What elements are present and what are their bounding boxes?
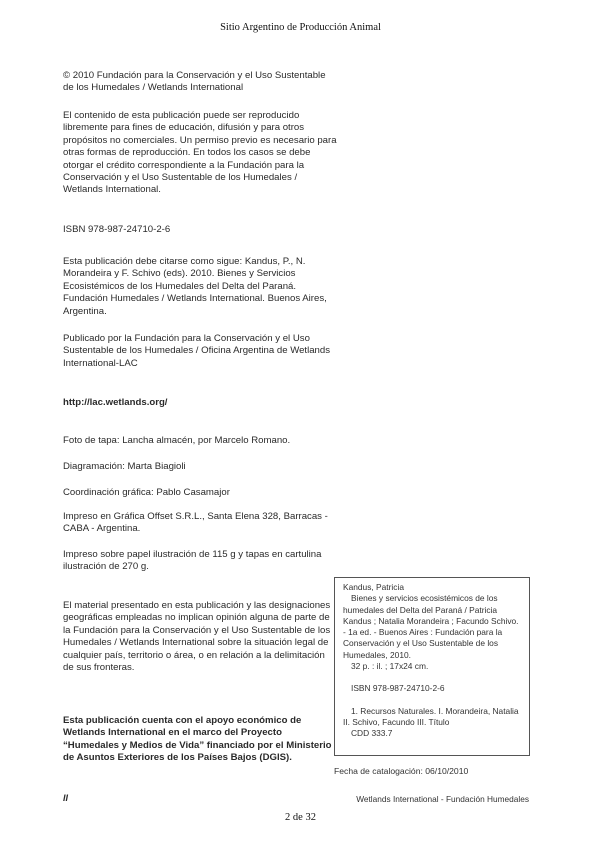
catalog-card: [334, 577, 530, 756]
graphic-coordination-credit: Coordinación gráfica: Pablo Casamajor: [63, 487, 230, 498]
catalog-author: Kandus, Patricia: [343, 582, 404, 592]
catalog-title: Bienes y servicios ecosistémicos de los humedales del Delta del Paraná / Patricia Kandus ; Natalia Morandeira ; Facundo Schivo. - 1a ed. - Buenos Aires : Fundación para la Conservación y el Uso Sustentable de los Humedales, 2010.: [343, 593, 519, 660]
disclaimer-text: El material presentado en esta publicación y las designaciones geográficas empleadas no implican opinión alguna de parte de la Fundación para la Conservación y el Uso Sustentable de los Humedales / Wetlands International sobre la situación legal de cualquier país, territorio o área, o en relación a la delimitación de sus fronteras.: [63, 600, 331, 674]
license-paragraph: El contenido de esta publicación puede ser reproducido libremente para fines de educación, difusión y para otros propósitos no comerciales. Un permiso previo es necesario para otras formas de reproducción. En todos los casos se debe otorgar el crédito correspondiente a la Fundación para la Conservación y el Uso Sustentable de los Humedales / Wetlands International.: [63, 110, 337, 196]
copyright-text: [63, 70, 338, 95]
cover-photo-credit: Foto de tapa: Lancha almacén, por Marcelo Romano.: [63, 435, 291, 446]
footer-credit: Wetlands International - Fundación Humedales: [356, 794, 529, 804]
printer-text: Impreso en Gráfica Offset S.R.L., Santa Elena 328, Barracas - CABA - Argentina.: [63, 511, 328, 535]
page-number: 2 de 32: [285, 812, 316, 823]
catalog-subjects: 1. Recursos Naturales. I. Morandeira, Natalia II. Schivo, Facundo III. Título: [343, 705, 519, 727]
isbn-text: [63, 224, 338, 236]
copyright-paragraph: © 2010 Fundación para la Conservación y el Uso Sustentable de los Humedales / Wetlands International: [63, 70, 326, 94]
paper-text: Impreso sobre papel ilustración de 115 g y tapas en cartulina ilustración de 270 g.: [63, 549, 322, 573]
url-link[interactable]: http://lac.wetlands.org/: [63, 397, 168, 408]
citation-paragraph: Esta publicación debe citarse como sigue: Kandus, P., N. Morandeira y F. Schivo (eds). 2010. Bienes y Servicios Ecosistémicos de los Humedales del Delta del Paraná. Fundación Humedales / Wetlands International. Buenos Aires, Argentina.: [63, 256, 327, 317]
catalog-physical: 32 p. : il. ; 17x24 cm.: [351, 661, 429, 672]
isbn-line: ISBN 978-987-24710-2-6: [63, 224, 171, 235]
publisher-paragraph: Publicado por la Fundación para la Conservación y el Uso Sustentable de los Humedales / Oficina Argentina de Wetlands International-LAC: [63, 333, 331, 369]
catalog-cdd: CDD 333.7: [351, 728, 393, 739]
citation-text: [63, 256, 338, 318]
license-text: [63, 110, 338, 197]
catalog-date: Fecha de catalogación: 06/10/2010: [334, 766, 469, 776]
roman-page-numeral: II: [63, 793, 69, 803]
layout-credit: Diagramación: Marta Biagioli: [63, 461, 186, 472]
support-text: Esta publicación cuenta con el apoyo económico de Wetlands International en el marco del Proyecto “Humedales y Medios de Vida” financiado por el Ministerio de Asuntos Exteriores de los Países Bajos (DGIS).: [63, 715, 332, 764]
publisher-text: [63, 333, 338, 370]
catalog-isbn: ISBN 978-987-24710-2-6: [351, 683, 445, 694]
site-header: Sitio Argentino de Producción Animal: [220, 22, 381, 33]
